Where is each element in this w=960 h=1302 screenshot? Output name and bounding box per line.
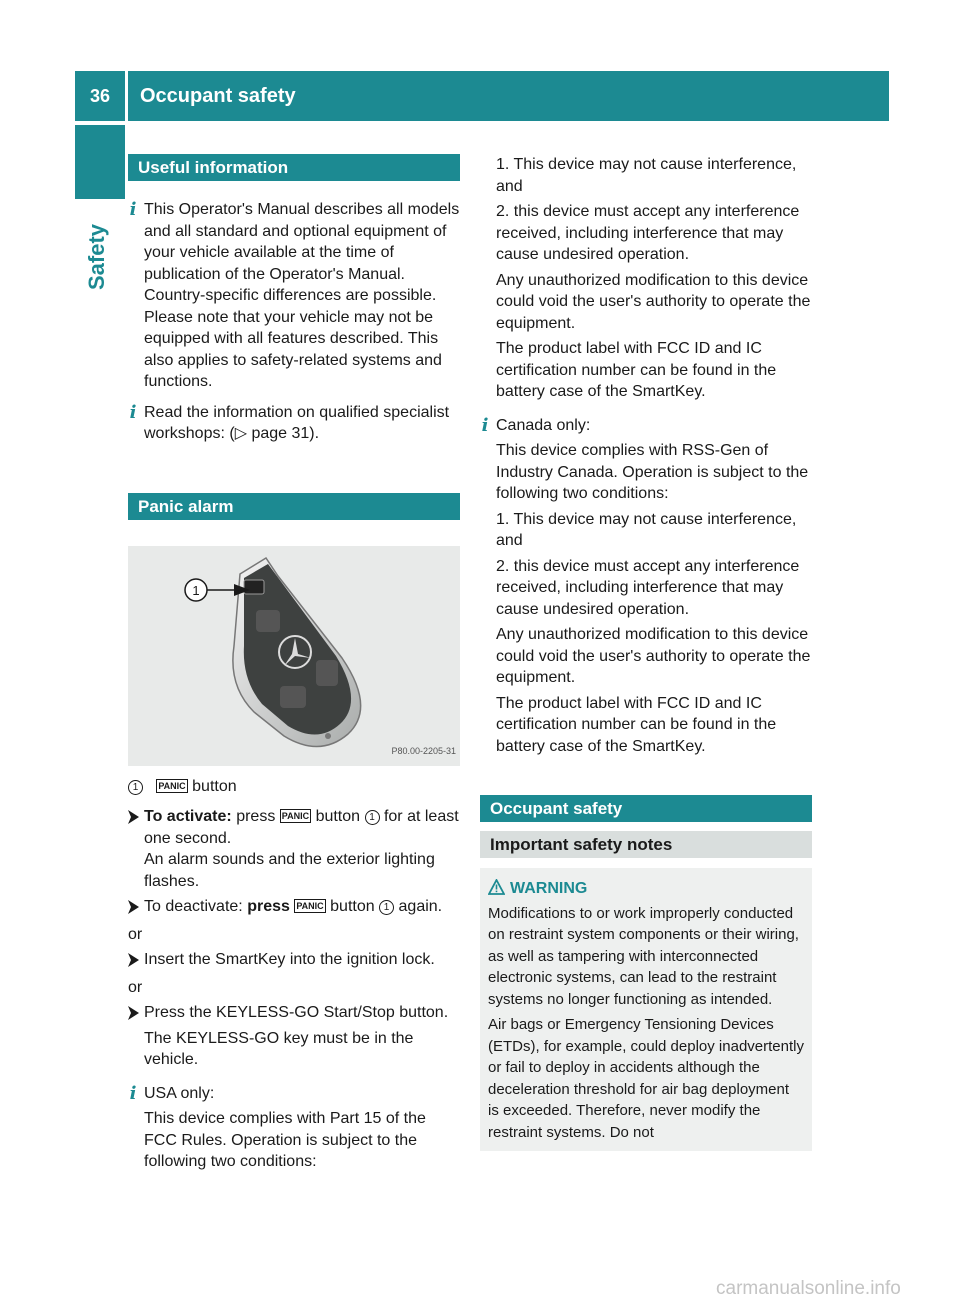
info-note [128,402,460,445]
panic-button-icon: PANIC [296,901,324,911]
canada-text: This device complies with RSS-Gen of Industry Canada. Operation is subject to the following two conditions: [496,442,809,502]
step-note: The KEYLESS-GO key must be in the vehicle. [144,1029,414,1068]
warning-title-text: WARNING [510,880,588,897]
step-text: button [330,898,375,915]
canada-label-info: The product label with FCC ID and IC certification number can be found in the battery case of the SmartKey. [496,694,777,755]
step-text: button [315,808,361,825]
info-icon: i [129,1082,137,1104]
info-icon: i [129,401,137,423]
step-deactivate [128,896,460,918]
warning-title [488,878,804,900]
step-label: press [247,898,290,915]
occupant-safety-heading: Occupant safety [480,795,812,822]
useful-info-heading: Useful information [128,154,460,181]
safety-notes-subheading: Important safety notes [480,831,812,858]
usa-text: This device complies with Part 15 of the FCC Rules. Operation is subject to the following two conditions: [144,1110,426,1170]
warning-text: Modifications to or work improperly conducted on restraint system components or their wiring, as well as tampering with interconnected electronic systems, can lead to the restraint systems no longer functioning as intended. [488,904,799,1008]
usa-title: USA only: [144,1084,215,1102]
step-text: again. [398,898,443,915]
canada-note [480,415,812,437]
legend-text: button [192,777,237,795]
info-icon: i [129,199,137,220]
step-text: for at least one second. [144,808,459,847]
canada-title: Canada only: [496,416,591,434]
callout-1-icon: 1 [365,810,380,825]
step-arrow-icon [128,810,139,824]
usa-condition-1: 1. This device may not cause interference, and [496,156,797,195]
usa-condition-2: 2. this device must accept any interference received, including interference that may cause undesired operation. [496,203,800,263]
side-tab [75,125,125,199]
usa-label-info: The product label with FCC ID and IC certification number can be found in the battery case of the SmartKey. [496,340,777,400]
canada-condition-1: 1. This device may not cause interference, and [496,510,797,549]
canada-condition-2: 2. this device must accept any interference received, including interference that may cause undesired operation. [496,557,800,618]
step-text: press [236,808,276,825]
left-column [128,154,460,1173]
step-arrow-icon [128,953,139,967]
right-column [480,154,812,1151]
step-arrow-icon [128,900,139,914]
step-ignition [128,949,460,971]
svg-text:1: 1 [192,582,200,598]
info-note-text: This Operator's Manual describes all models and all standard and optional equipment of your vehicle available at the time of publication of the Operator's Manual. Country-specific differences are possible. Please note that your vehicle may not be equipped with all features described. This also applies to safety-related systems and functions. [144,201,460,390]
info-note-text: Read the information on qualified specialist workshops: (▷ page 31). [144,403,450,442]
figure-code: P80.00-2205-31 [391,746,456,756]
info-note [128,199,460,393]
step-label: To activate: [144,808,232,825]
warning-triangle-icon [488,879,505,895]
smartkey-figure [128,546,460,766]
page-title: Occupant safety [128,71,889,121]
or-separator: or [128,978,143,996]
warning-box [480,868,812,1151]
info-icon: i [481,414,489,436]
canada-modification: Any unauthorized modification to this device could void the user's authority to operate the equipment. [496,626,811,686]
panic-alarm-heading: Panic alarm [128,493,460,520]
watermark: carmanualsonline.info [716,1278,901,1299]
page-number: 36 [75,71,125,121]
step-arrow-icon [128,1006,139,1020]
step-text: Press the KEYLESS-GO Start/Stop button. [144,1004,449,1021]
usa-note [128,1083,460,1105]
smartkey-illustration [128,546,460,766]
step-text: To deactivate: [144,898,243,915]
step-activate [128,806,460,892]
panic-button-icon: PANIC [158,780,186,791]
figure-legend [128,776,460,798]
callout-1-icon: 1 [379,900,394,915]
step-keyless-go [128,1002,460,1024]
warning-text: Air bags or Emergency Tensioning Devices (ETDs), for example, could deploy inadvertently or fail to deploy in accidents although the deceleration threshold for air bag deployment is exceeded. Therefore, never modify the restraint systems. Do not [488,1016,804,1141]
usa-modification: Any unauthorized modification to this device could void the user's authority to operate the equipment. [496,271,811,332]
step-text: Insert the SmartKey into the ignition lock. [144,951,435,968]
side-section-label: Safety [84,223,109,290]
step-result-text: An alarm sounds and the exterior lighting flashes. [144,851,435,890]
or-separator: or [128,925,143,943]
panic-button-icon: PANIC [281,811,310,821]
callout-1-icon: 1 [128,780,143,795]
